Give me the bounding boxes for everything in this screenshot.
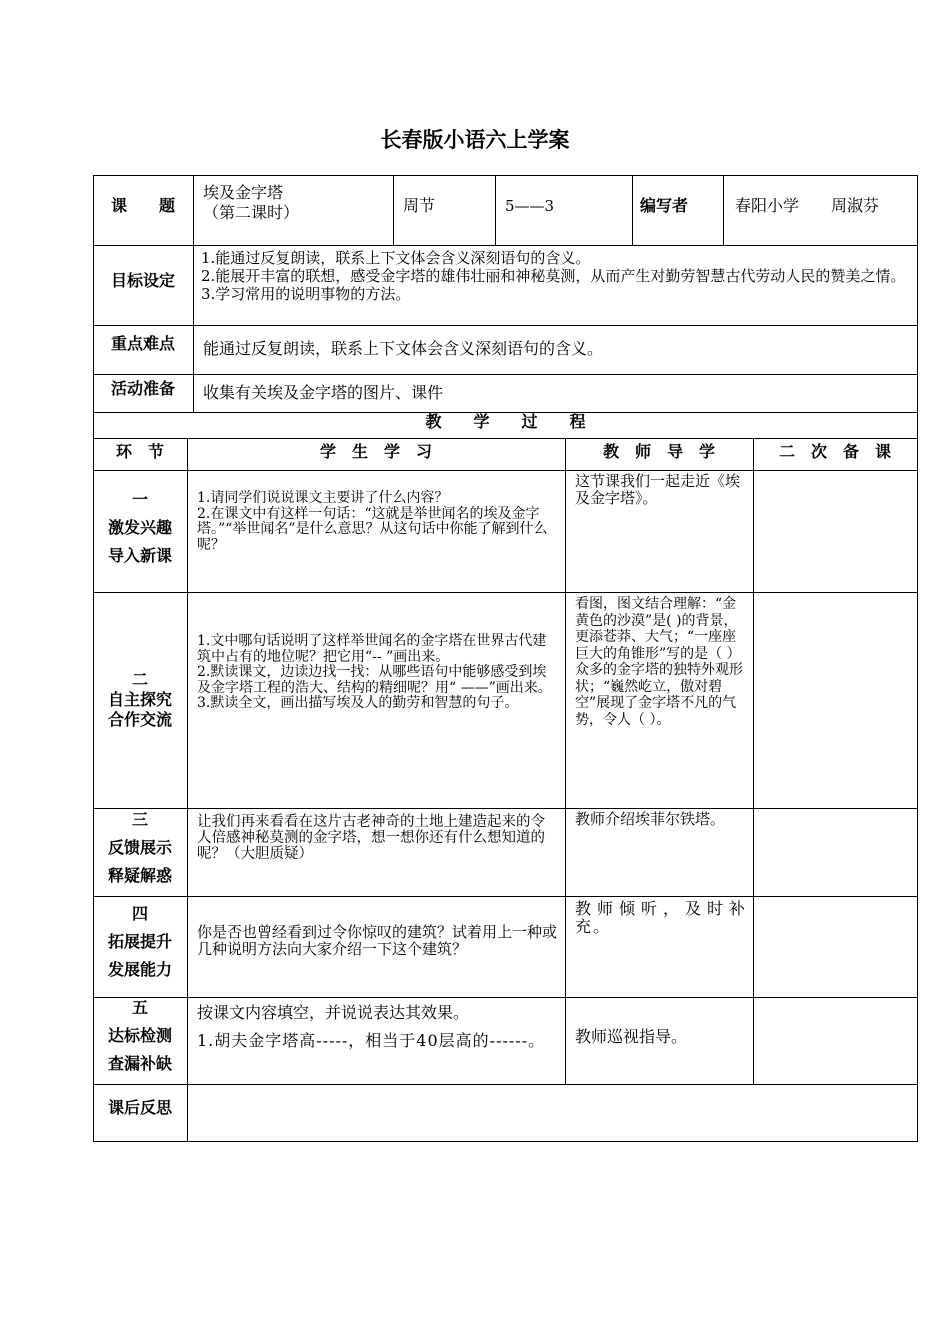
student-task: 你是否也曾经看到过令你惊叹的建筑？试着用上一种或几种说明方法向大家介绍一下这个建筑？ xyxy=(197,923,558,958)
key-points-value: 能通过反复朗读，联系上下文体会含义深刻语句的含义。 xyxy=(203,339,604,358)
stage-number: 一 xyxy=(131,490,148,509)
column-second-prep: 二 次 备 课 xyxy=(778,442,891,461)
stage-2-label xyxy=(93,670,187,730)
stage-name: 查漏补缺 xyxy=(107,1054,172,1073)
stage-name: 反馈展示 xyxy=(107,838,172,857)
stage-1-teacher: 这节课我们一起走近《埃及金字塔》。 xyxy=(575,472,741,507)
student-task: 3.默读全文，画出描写埃及人的勤劳和智慧的句子。 xyxy=(197,695,519,711)
week-label: 周节 xyxy=(403,196,436,215)
week-value: 5——3 xyxy=(505,197,555,215)
document-title: 长春版小语六上学案 xyxy=(380,128,570,152)
column-stage: 环 节 xyxy=(115,442,164,461)
goal-item: 1.能通过反复朗读，联系上下文体会含义深刻语句的含义。 xyxy=(201,249,591,267)
stage-2-student xyxy=(197,634,555,712)
stage-name: 合作交流 xyxy=(107,710,172,729)
key-points-label: 重点难点 xyxy=(110,334,175,353)
stage-name: 拓展提升 xyxy=(107,932,172,951)
topic-value xyxy=(203,183,388,223)
stage-5-student xyxy=(197,1003,559,1050)
process-heading: 教 学 过 程 xyxy=(425,412,586,431)
student-task: 1.胡夫金字塔高-----，相当于40层高的------。 xyxy=(197,1031,546,1050)
topic-period: （第二课时） xyxy=(203,203,300,222)
stage-name: 导入新课 xyxy=(107,546,172,565)
stage-number: 四 xyxy=(131,904,148,923)
stage-1-label xyxy=(93,486,187,570)
goal-item: 3.学习常用的说明事物的方法。 xyxy=(201,285,411,303)
topic-name: 埃及金字塔 xyxy=(203,183,284,202)
stage-number: 三 xyxy=(131,810,148,829)
stage-4-teacher: 教师倾听，及时补充。 xyxy=(575,899,747,936)
student-task: 2.默读课文，边读边找一找：从哪些语句中能够感受到埃及金字塔工程的浩大、结构的精细呢？用“ ——”画出来。 xyxy=(197,664,552,696)
stage-1-student xyxy=(197,491,555,553)
stage-name: 达标检测 xyxy=(107,1026,172,1045)
stage-5-teacher: 教师巡视指导。 xyxy=(575,1027,688,1046)
stage-number: 二 xyxy=(131,670,148,689)
stage-3-teacher: 教师介绍埃菲尔铁塔。 xyxy=(575,810,726,828)
column-teacher: 教 师 导 学 xyxy=(602,442,715,461)
stage-number: 五 xyxy=(131,998,148,1017)
stage-name: 激发兴趣 xyxy=(107,518,172,537)
student-task: 按课文内容填空，并说说表达其效果。 xyxy=(197,1003,470,1022)
stage-name: 自主探究 xyxy=(107,690,172,709)
goal-item: 2.能展开丰富的联想，感受金字塔的雄伟壮丽和神秘莫测，从而产生对勤劳智慧古代劳动人民的赞美之情。 xyxy=(201,267,906,285)
stage-name: 发展能力 xyxy=(107,960,172,979)
stage-3-label xyxy=(93,806,187,890)
goals-label: 目标设定 xyxy=(110,271,175,290)
stage-5-label xyxy=(93,994,187,1078)
stage-name: 释疑解惑 xyxy=(107,866,172,885)
stage-3-student xyxy=(197,814,557,862)
topic-label: 课 题 xyxy=(110,196,175,215)
preparation-label: 活动准备 xyxy=(110,379,175,398)
student-task: 1.请同学们说说课文主要讲了什么内容？ xyxy=(197,490,449,506)
student-task: 让我们再来看看在这片古老神奇的土地上建造起来的令人倍感神秘莫测的金字塔，想一想你还有什么想知道的呢？（大胆质疑） xyxy=(197,814,545,862)
stage-4-student xyxy=(197,924,559,958)
stage-4-label xyxy=(93,900,187,984)
student-task: 2.在课文中有这样一句话：“这就是举世闻名的埃及金字塔。”“举世闻名”是什么意思？从这句话中你能了解到什么呢？ xyxy=(197,505,548,553)
reflection-label: 课后反思 xyxy=(107,1098,172,1117)
student-task: 1.文中哪句话说明了这样举世闻名的金字塔在世界古代建筑中占有的地位呢？把它用“-- ”画出来。 xyxy=(197,633,547,665)
stage-2-teacher: 看图，图文结合理解：“金黄色的沙漠”是( )的背景，更添苍莽、大气；“一座座巨大的角锥形”写的是（ ）众多的金字塔的独特外观形状；“巍然屹立，傲对碧空”展现了金字塔不凡的气势，令人（ ）。 xyxy=(575,596,743,728)
goals-list xyxy=(201,249,913,303)
preparation-value: 收集有关埃及金字塔的图片、课件 xyxy=(203,383,444,402)
column-student: 学 生 学 习 xyxy=(319,442,432,461)
author-value: 春阳小学 周淑芬 xyxy=(735,196,880,215)
author-label: 编写者 xyxy=(640,196,689,215)
